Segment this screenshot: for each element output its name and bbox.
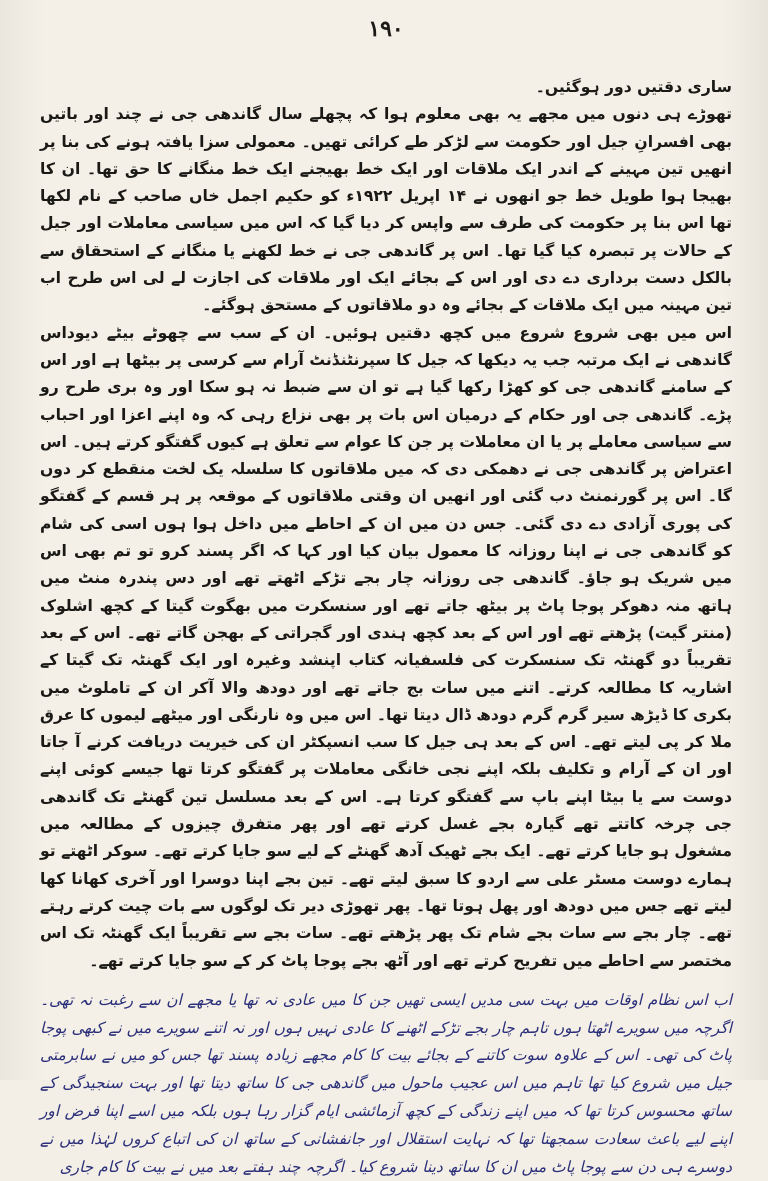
- printed-paragraph: تھوڑے ہی دنوں میں مجھے یہ بھی معلوم ہوا کہ پچھلے سال گاندھی جی نے چند اور باتیں بھی افسرانِ جیل اور حکومت سے لڑکر طے کرائی تھیں۔ معمولی سزا یافتہ ہونے کی بنا پر انھیں تین مہینے کے اندر ایک ملاقات اور ایک خط بھیجنے ایک خط منگانے کا حق تھا۔ ان کا بھیجا ہوا طویل خط جو انھوں نے ۱۴ اپریل ۱۹۲۲ء کو حکیم اجمل خاں صاحب کے نام لکھا تھا اس بنا پر حکومت کی طرف سے واپس کر دیا گیا کہ اس میں سیاسی معاملات اور جیل کے حالات پر تبصرہ کیا گیا تھا۔ اس پر گاندھی جی نے خط لکھنے یا منگانے کے استحقاق سے بالکل دست برداری دے دی اور اس کے بجائے ایک اور ملاقات کی اجازت لے لی اس طرح اب تین مہینہ میں ایک ملاقات کے بجائے وہ دو ملاقاتوں کے مستحق ہوگئے۔: [40, 105, 732, 315]
- page-number: ۱۹۰: [368, 16, 404, 42]
- printed-text-body: [40, 74, 732, 975]
- handwritten-text-body: [40, 985, 732, 1181]
- printed-paragraph: اس میں بھی شروع شروع میں کچھ دقتیں ہوئیں۔ ان کے سب سے چھوٹے بیٹے دیوداس گاندھی نے ایک مرتبہ جب یہ دیکھا کہ جیل کا سپرنٹنڈنٹ آرام سے کرسی پر بیٹھا ہے اور اس کے سامنے گاندھی جی کو کھڑا رکھا گیا ہے تو ان سے ضبط نہ ہو سکا اور وہ بری طرح رو پڑے۔ گاندھی جی اور حکام کے درمیان اس بات پر بھی نزاع رہی کہ وہ اپنے اعزا اور احباب سے سیاسی معاملے پر یا ان معاملات پر جن کا عوام سے تعلق ہے کیوں گفتگو کرتے ہیں۔ اس اعتراض پر گاندھی جی نے دھمکی دی کہ میں ملاقاتوں کا سلسلہ یک لخت منقطع کر دوں گا۔ اس پر گورنمنٹ دب گئی اور انھیں ان وقتی ملاقاتوں کے موقعہ پر ہر قسم کے گفتگو کی پوری آزادی دے دی گئی۔ جس دن میں ان کے احاطے میں داخل ہوا ہوں اسی کی شام کو گاندھی جی نے اپنا روزانہ کا معمول بیان کیا اور کہا کہ اگر پسند کرو تو تم بھی اس میں شریک ہو جاؤ۔ گاندھی جی روزانہ چار بجے تڑکے اٹھتے تھے اور دس پندرہ منٹ میں ہاتھ منہ دھوکر پوجا پاٹ پر بیٹھ جاتے تھے اور سنسکرت میں بھگوت گیتا کے کچھ اشلوک (منتر گیت) پڑھتے تھے اور اس کے بعد کچھ ہندی اور گجراتی کے بھجن گاتے تھے۔ اس کے بعد تقریباً دو گھنٹہ تک سنسکرت کی فلسفیانہ کتاب اپنشد وغیرہ اور ایک گھنٹہ تک گیتا کے اشاریہ کا مطالعہ کرتے۔ اتنے میں سات بج جاتے تھے اور دودھ والا آکر ان کے تاملوٹ میں بکری کا ڈیڑھ سیر گرم گرم دودھ ڈال دیتا تھا۔ اس میں وہ نارنگی اور میٹھے لیموں کا عرق ملا کر پی لیتے تھے۔ اس کے بعد ہی جیل کا سب انسپکٹر ان کی خیریت دریافت کرنے آ جاتا اور ان کے آرام و تکلیف بلکہ اپنے نجی خانگی معاملات پر گفتگو کرتا تھا جیسے کوئی اپنے دوست سے یا بیٹا اپنے باپ سے گفتگو کرتا ہے۔ اس کے بعد مسلسل تین گھنٹے تک گاندھی جی چرخہ کاتتے تھے گیارہ بجے غسل کرتے تھے اور پھر متفرق چیزوں کے مطالعہ میں مشغول ہو جایا کرتے تھے۔ ایک بجے ٹھیک آدھ گھنٹے کے لیے سو جایا کرتے تھے۔ سوکر اٹھتے تو ہمارے دوست مسٹر علی سے اردو کا سبق لیتے تھے۔ تین بجے اپنا دوسرا اور آخری کھانا کھا لیتے تھے جس میں دودھ اور پھل ہوتا تھا۔ پھر تھوڑی دیر تک لوگوں سے بات چیت کرتے رہتے تھے۔ چار بجے سے سات بجے شام تک پھر پڑھتے تھے۔ سات بجے سے تقریباً ایک گھنٹہ تک اس مختصر سے احاطے میں تفریح کرتے تھے اور آٹھ بجے پوجا پاٹ کر کے سو جایا کرتے تھے۔: [40, 323, 732, 970]
- printed-paragraph: ساری دقتیں دور ہوگئیں۔: [535, 78, 732, 96]
- handwritten-paragraph: اب اس نظام اوقات میں بہت سی مدیں ایسی تھیں جن کا میں عادی نہ تھا یا مجھے ان سے رغبت نہ تھی۔ اگرچہ میں سویرے اٹھتا ہوں تاہم چار بجے تڑکے اٹھنے کا عادی نہیں ہوں اور نہ اتنے سویرے میں نے کبھی پوجا پاٹ کی تھی۔ اس کے علاوہ سوت کاتنے کے بجائے بیت کا کام مجھے زیادہ پسند تھا جس کو میں نے سابرمتی جیل میں شروع کیا تھا تاہم میں اس عجیب ماحول میں گاندھی جی کا ساتھ دیتا تھا اور بہت سنجیدگی کے ساتھ محسوس کرتا تھا کہ میں اپنے زندگی کے کچھ آزمائشی ایام گزار رہا ہوں بلکہ میں اسے اپنا فرض اور اپنے لیے باعث سعادت سمجھتا تھا کہ نہایت استقلال اور جانفشانی کے ساتھ ان کی اتباع کروں لہٰذا میں نے دوسرے ہی دن سے پوجا پاٹ میں ان کا ساتھ دینا شروع کیا۔ اگرچہ چند ہفتے بعد میں نے بیت کا کام جاری: [40, 990, 732, 1176]
- section-gap: [40, 975, 732, 985]
